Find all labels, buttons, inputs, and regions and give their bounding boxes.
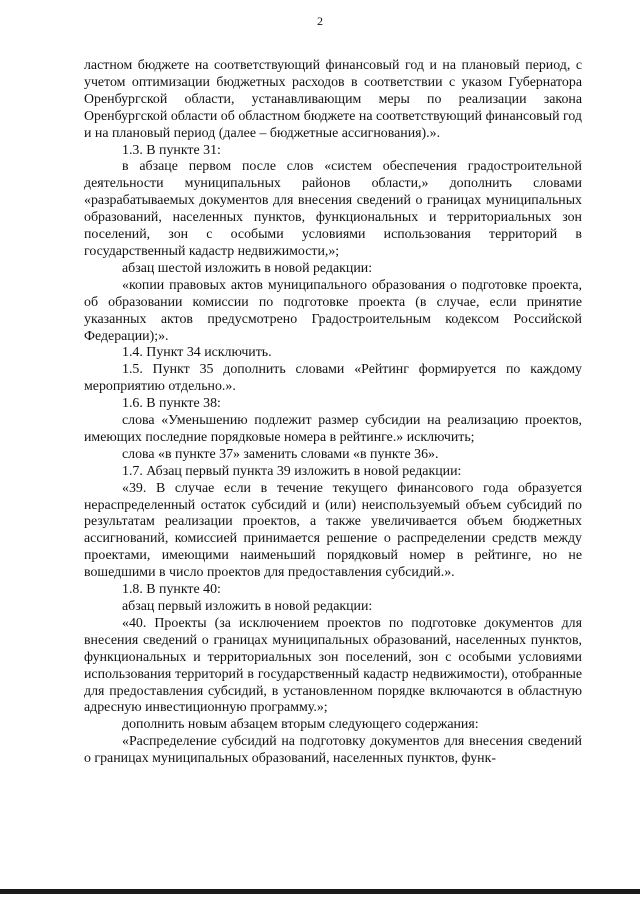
page-number: 2 (317, 14, 323, 28)
paragraph: 1.7. Абзац первый пункта 39 изложить в новой редакции: (122, 463, 462, 479)
paragraph: 1.4. Пункт 34 исключить. (122, 345, 272, 361)
paragraph: слова «в пункте 37» заменить словами «в пункте 36». (122, 446, 439, 462)
paragraph: «копии правовых актов муниципального образования о подготовке проекта, об образовании комиссии по подготовке проекта (в случае, если принятие указанных актов предусмотрено Градостроительным кодексом Российской Федерации);». (84, 277, 582, 344)
paragraph: 1.6. В пункте 38: (122, 396, 221, 412)
paragraph: ластном бюджете на соответствующий финансовый год и на плановый период, с учетом оптимизации бюджетных расходов в соответствии с указом Губернатора Оренбургской области, устанавливающим меры по реализации закона Оренбургской области об областном бюджете на соответствующий финансовый год и на плановый период (далее – бюджетные ассигнования).». (84, 58, 582, 141)
paragraph: слова «Уменьшению подлежит размер субсидии на реализацию проектов, имеющих последние порядковые номера в рейтинге.» исключить; (84, 413, 582, 445)
document-body (84, 58, 582, 768)
paragraph: 1.3. В пункте 31: (122, 142, 221, 158)
bottom-rule (0, 889, 640, 894)
paragraph: дополнить новым абзацем вторым следующего содержания: (122, 717, 479, 733)
paragraph: «39. В случае если в течение текущего финансового года образуется нераспределенный остаток субсидий и (или) неиспользуемый объем субсидий по результатам реализации проектов, а также увеличивается объем бюджетных ассигнований, комиссией принимается решение о распределении средств между проектами, имеющими наименьший порядковый номер в рейтинге, но не вошедшими в число проектов для предоставления субсидий.». (84, 480, 582, 581)
paragraph: 1.5. Пункт 35 дополнить словами «Рейтинг формируется по каждому мероприятию отдельно.». (84, 362, 582, 395)
paragraph: абзац шестой изложить в новой редакции: (122, 260, 373, 276)
paragraph: 1.8. В пункте 40: (122, 582, 221, 598)
paragraph: «40. Проекты (за исключением проектов по подготовке документов для внесения сведений о границах муниципальных образований, населенных пунктов, функциональных и территориальных зон поселений, зон с особыми условиями использования территорий в государственный кадастр недвижимости), отобранные для предоставления субсидий, в установленном порядке включаются в областную адресную инвестиционную программу.»; (84, 615, 582, 716)
paragraph: в абзаце первом после слов «систем обеспечения градостроительной деятельности муниципальных районов области,» дополнить словами «разрабатываемых документов для внесения сведений о границах муниципальных образований, населенных пунктов, функциональных и территориальных зон поселений, зон с особыми условиями использования территорий в государственный кадастр недвижимости,»; (84, 159, 582, 259)
paragraph: «Распределение субсидий на подготовку документов для внесения сведений о границах муниципальных образований, населенных пунктов, функ- (84, 734, 582, 767)
paragraph: абзац первый изложить в новой редакции: (122, 599, 373, 614)
